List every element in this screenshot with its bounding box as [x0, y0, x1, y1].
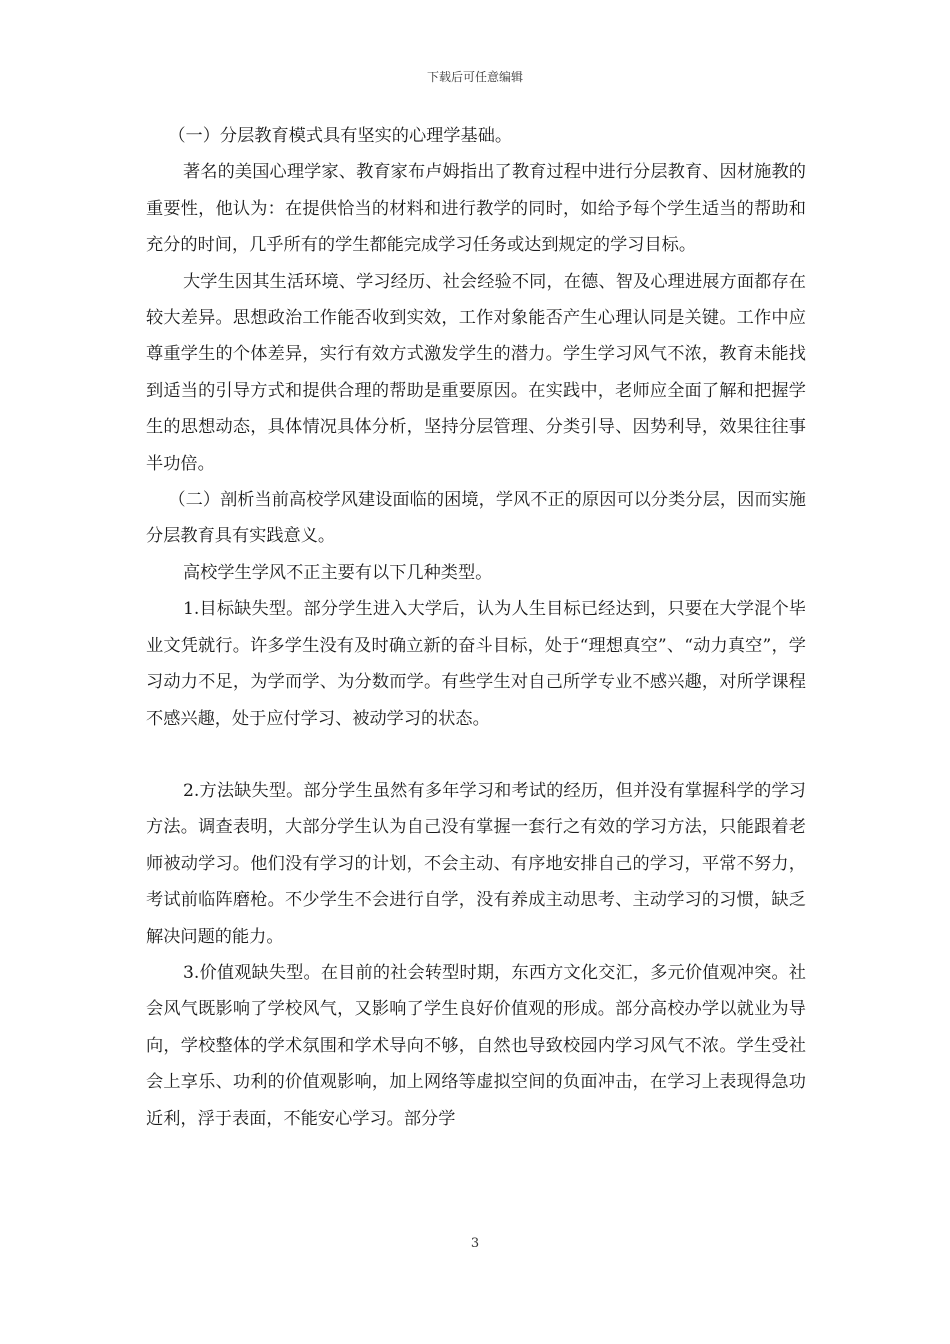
section-heading-2: （二）剖析当前高校学风建设面临的困境，学风不正的原因可以分类分层，因而实施分层教育具有实践意义。 [146, 490, 806, 547]
paragraph-type-values: 3.价值观缺失型。在目前的社会转型时期，东西方文化交汇，多元价值观冲突。社会风气既影响了学校风气，又影响了学生良好价值观的形成。部分高校办学以就业为导向，学校整体的学术氛围和学术导向不够，自然也导致校园内学习风气不浓。学生受社会上享乐、功利的价值观影响，加上网络等虚拟空间的负面冲击，在学习上表现得急功近利，浮于表面，不能安心学习。部分学 [146, 962, 806, 1129]
paragraph-bloom: 著名的美国心理学家、教育家布卢姆指出了教育过程中进行分层教育、因材施教的重要性，他认为：在提供恰当的材料和进行教学的同时，如给予每个学生适当的帮助和充分的时间，几乎所有的学生都能完成学习任务或达到规定的学习目标。 [146, 162, 806, 256]
paragraph-types-intro: 高校学生学风不正主要有以下几种类型。 [182, 562, 493, 583]
paragraph-student-differences: 大学生因其生活环境、学习经历、社会经验不同，在德、智及心理进展方面都存在较大差异。思想政治工作能否收到实效，工作对象能否产生心理认同是关键。工作中应尊重学生的个体差异，实行有效方式激发学生的潜力。学生学习风气不浓，教育未能找到适当的引导方式和提供合理的帮助是重要原因。在实践中，老师应全面了解和把握学生的思想动态，具体情况具体分析，坚持分层管理、分类引导、因势利导，效果往往事半功倍。 [146, 271, 806, 474]
page-number: 3 [470, 1236, 480, 1251]
paragraph-spacer [146, 737, 806, 773]
page-header-note: 下载后可任意编辑 [426, 70, 523, 84]
document-body [146, 118, 806, 1137]
section-heading-1: （一）分层教育模式具有坚实的心理学基础。 [168, 126, 513, 146]
paragraph-type-goal: 1.目标缺失型。部分学生进入大学后，认为人生目标已经达到，只要在大学混个毕业文凭就行。许多学生没有及时确立新的奋斗目标，处于“理想真空”、“动力真空”，学习动力不足，为学而学、为分数而学。有些学生对自己所学专业不感兴趣，对所学课程不感兴趣，处于应付学习、被动学习的状态。 [146, 599, 806, 729]
paragraph-type-method: 2.方法缺失型。部分学生虽然有多年学习和考试的经历，但并没有掌握科学的学习方法。调查表明，大部分学生认为自己没有掌握一套行之有效的学习方法，只能跟着老师被动学习。他们没有学习的计划，不会主动、有序地安排自己的学习，平常不努力，考试前临阵磨枪。不少学生不会进行自学，没有养成主动思考、主动学习的习惯，缺乏解决问题的能力。 [146, 780, 806, 947]
